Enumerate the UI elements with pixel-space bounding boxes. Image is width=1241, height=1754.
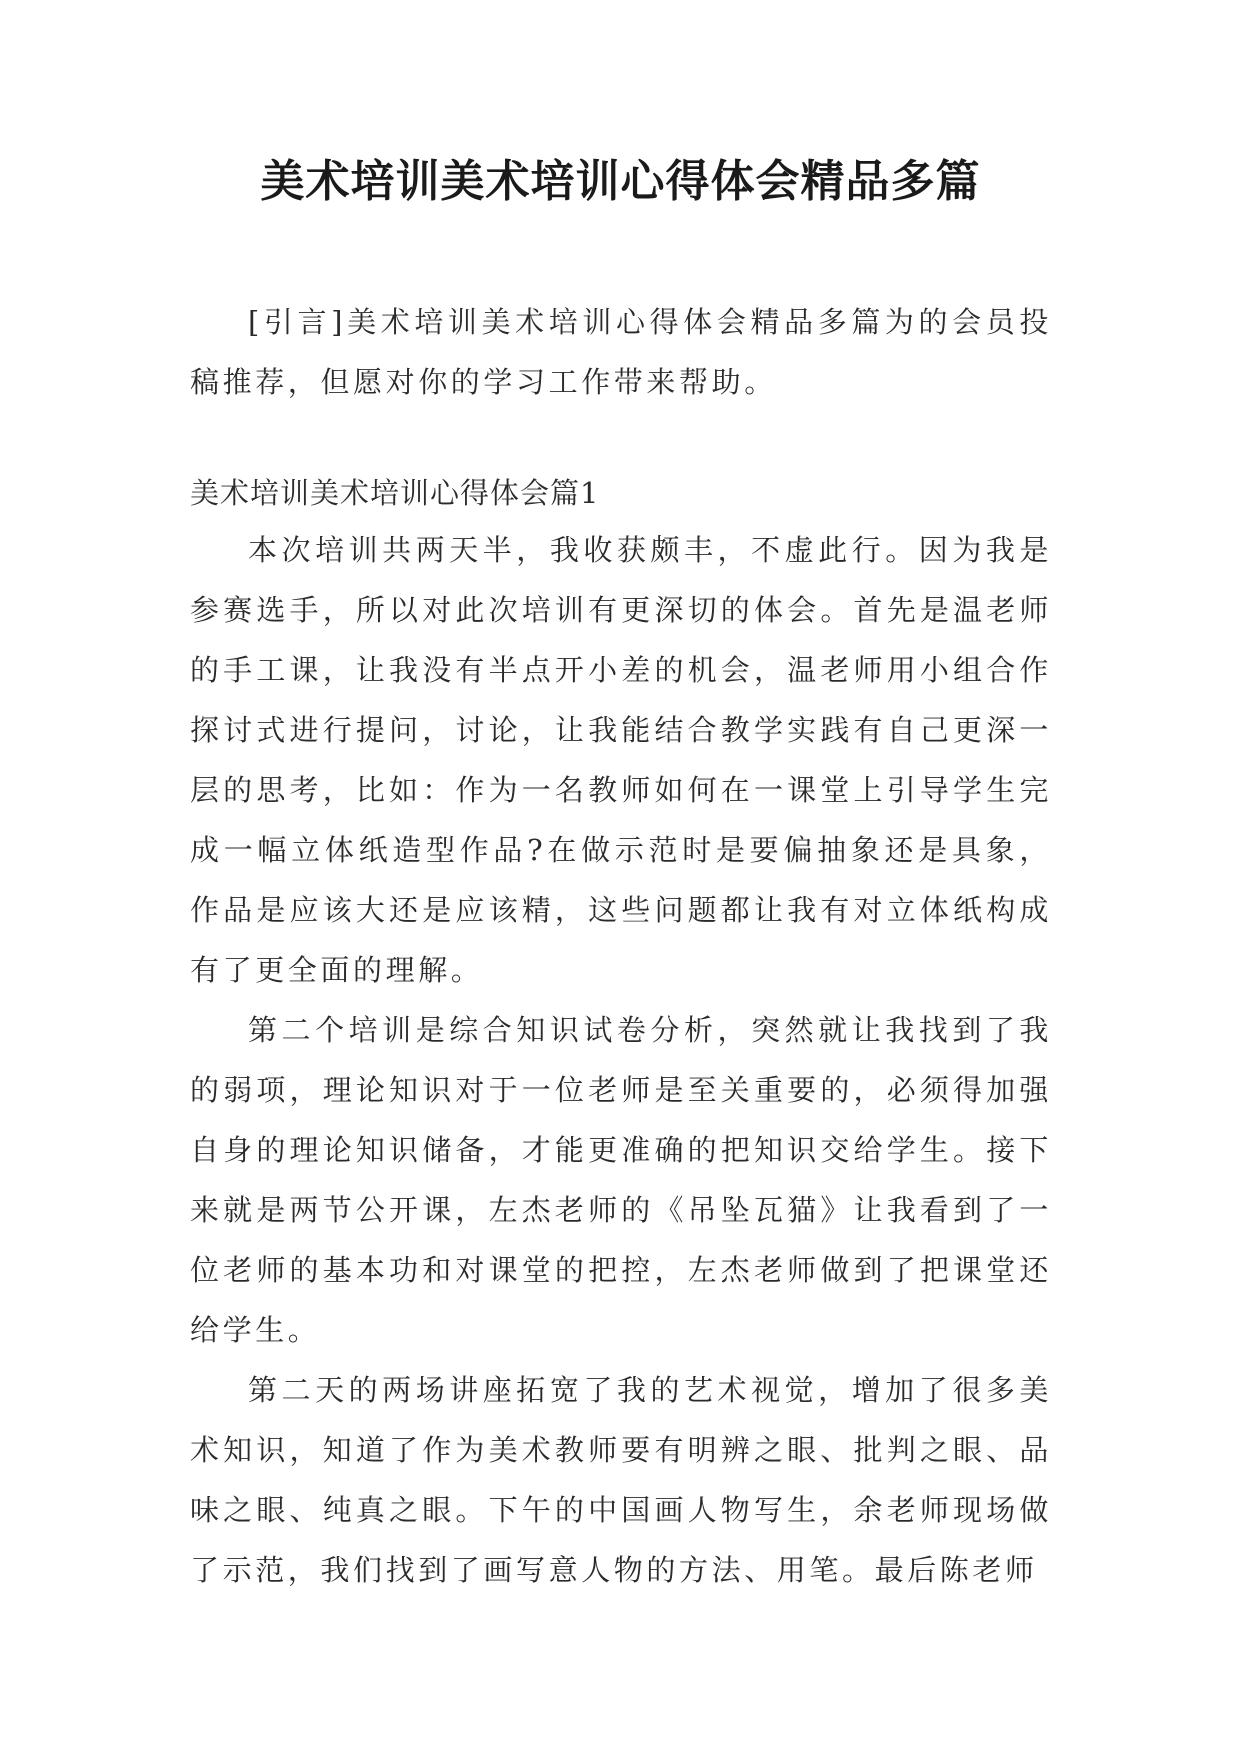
section-heading: 美术培训美术培训心得体会篇1: [190, 476, 600, 510]
paragraph-3: 第二天的两场讲座拓宽了我的艺术视觉，增加了很多美术知识，知道了作为美术教师要有明辨之眼、批判之眼、品味之眼、纯真之眼。下午的中国画人物写生，余老师现场做了示范，我们找到了画写意人物的方法、用笔。最后陈老师: [190, 1373, 1052, 1587]
paragraph-2: 第二个培训是综合知识试卷分析，突然就让我找到了我的弱项，理论知识对于一位老师是至关重要的，必须得加强自身的理论知识储备，才能更准确的把知识交给学生。接下来就是两节公开课，左杰老师的《吊坠瓦猫》让我看到了一位老师的基本功和对课堂的把控，左杰老师做到了把课堂还给学生。: [190, 1013, 1052, 1347]
section-content: [190, 520, 1052, 1600]
document-title: 美术培训美术培训心得体会精品多篇: [260, 156, 981, 207]
intro-paragraph: [引言]美术培训美术培训心得体会精品多篇为的会员投稿推荐，但愿对你的学习工作带来帮助。: [190, 305, 1052, 399]
paragraph-1: 本次培训共两天半，我收获颇丰，不虚此行。因为我是参赛选手，所以对此次培训有更深切的体会。首先是温老师的手工课，让我没有半点开小差的机会，温老师用小组合作探讨式进行提问，讨论，让我能结合教学实践有自己更深一层的思考，比如：作为一名教师如何在一课堂上引导学生完成一幅立体纸造型作品?在做示范时是要偏抽象还是具象，作品是应该大还是应该精，这些问题都让我有对立体纸构成有了更全面的理解。: [190, 533, 1052, 987]
intro-block: [190, 292, 1052, 412]
